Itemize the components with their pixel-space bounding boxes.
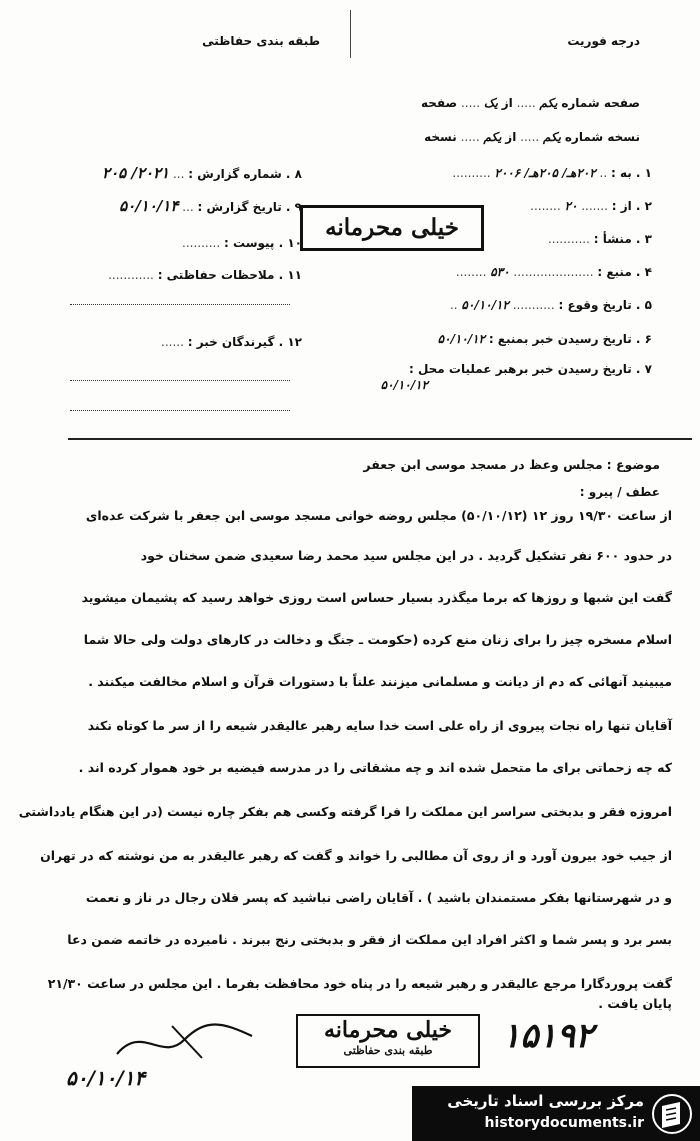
watermark-name: مرکز بررسی اسناد تاریخی <box>447 1092 644 1110</box>
signature-scribble <box>112 1014 262 1064</box>
copy-number-field: نسخه شماره یکم ..... از یکم ..... نسخه <box>424 130 640 144</box>
watermark-site: historydocuments.ir <box>484 1115 644 1131</box>
field-source-received-date: ۶ . تاریخ رسیدن خبر بمنبع : ۵۰/۱۰/۱۲ <box>437 332 652 346</box>
field-leader-received-date-value: ۵۰/۱۰/۱۲ <box>380 378 428 392</box>
field-report-number: ۸ . شماره گزارش : ... ۲۰۲۱/ ۲۰۵ <box>102 164 302 182</box>
priority-label: درجه فوریت <box>567 34 640 48</box>
archive-logo-icon <box>650 1092 694 1136</box>
subject-line: موضوع : مجلس وعظ در مسجد موسی ابن جعفر <box>363 457 660 472</box>
blank-line <box>70 304 290 305</box>
field-source: ۴ . منبع : ..................... ۵۳۰ ........ <box>455 265 652 279</box>
field-from: ۲ . از : ....... ۲۰ ........ <box>530 199 652 213</box>
body-line: از ساعت ۱۹/۳۰ روز ۱۲ (۵۰/۱۰/۱۲) مجلس روضه خوانی مسجد موسی ابن جعفر با شرکت عده‌ای <box>85 508 672 523</box>
signature-date: ۵۰/۱۰/۱۴ <box>66 1066 146 1090</box>
field-to: ۱ . به : .. ۲۰۲هـ/ ۲۰۵هـ/ ۲۰۰۶ .......... <box>452 166 652 180</box>
body-line: گفت پروردگارا مرجع عالیقدر و رهبر شیعه را در پناه خود محافظت بفرما . این مجلس در ساعت ۲۱/۳۰ <box>47 976 672 991</box>
blank-line <box>70 380 290 381</box>
body-line: گفت این شبها و روزها که برما میگذرد بسیار حساس است روزی خواهد رسید که پشیمان میشوید <box>81 590 672 605</box>
watermark-banner <box>412 1086 700 1141</box>
body-line: آقایان تنها راه نجات پیروی از راه علی است خدا سایه رهبر عالیقدر شیعه را از سر ما کوتاه نکند <box>87 718 672 733</box>
body-line: در حدود ۶۰۰ نفر تشکیل گردید . در این مجلس سید محمد رضا سعیدی ضمن سخنان خود <box>140 548 672 563</box>
field-origin: ۳ . منشأ : ........... <box>547 232 652 246</box>
body-line: بسر برد و پسر شما و اکثر افراد این مملکت از فقر و بدبختی رنج ببرند . نامبرده در خاتمه ضمن دعا <box>67 932 672 947</box>
header-divider <box>350 10 351 58</box>
body-line: که چه زحماتی برای ما متحمل شده اند و چه مشقاتی را در مدرسه فیضیه بر خود هموار کرده اند . <box>78 760 672 775</box>
field-report-date: ۹ . تاریخ گزارش : ... ۵۰/۱۰/۱۴ <box>119 197 302 215</box>
reference-label: عطف / پیرو : <box>579 485 660 499</box>
body-line: از جیب خود بیرون آورد و از روی آن مطالبی را خواند و گفت که رهبر عالیقدر به من نوشته که در تهران <box>40 848 672 863</box>
bottom-stamp-caption: طبقه بندی حفاظتی <box>343 1044 433 1057</box>
field-event-date: ۵ . تاریخ وقوع : ........... ۵۰/۱۰/۱۲ .. <box>449 298 652 312</box>
body-line: اسلام مسخره چیز را برای زنان منع کرده (حکومت ـ جنگ و دخالت در کارهای دولت ولی حالا شما <box>83 632 672 647</box>
blank-line <box>70 410 290 411</box>
handwritten-number: ۱۵۱۹۲ <box>502 1016 594 1056</box>
classification-label: طبقه بندی حفاظتی <box>202 34 320 48</box>
body-line: میبینید آنهائی که دم از دیانت و مسلمانی میزنند علناً با دستورات قرآن و اسلام مخالفت میکنند . <box>88 674 672 689</box>
field-leader-received-date: ۷ . تاریخ رسیدن خبر برهبر عملیات محل : <box>408 362 652 376</box>
field-attachment: ۱۰ . پیوست : .......... <box>182 236 302 250</box>
bottom-stamp-title: خیلی محرمانه <box>323 1017 453 1043</box>
body-line: و در شهرستانها بفکر مستمندان باشید ) . آقایان راضی نباشید که پسر فلان رجال در ناز و نعمت <box>85 890 672 905</box>
top-classification-stamp: خیلی محرمانه <box>300 205 484 251</box>
bottom-classification-stamp <box>296 1014 480 1068</box>
body-line: پایان یافت . <box>598 996 672 1011</box>
page-number-field: صفحه شماره یکم ..... از یک ..... صفحه <box>420 96 640 110</box>
body-line: امروزه فقر و بدبختی سراسر این مملکت را فرا گرفته وکسی هم بفکر چاره نیست (در این هنگام یادداشتی <box>18 804 672 819</box>
field-recipients: ۱۲ . گیرندگان خبر : ...... <box>161 335 302 349</box>
section-divider <box>68 438 692 440</box>
field-security-notes: ۱۱ . ملاحظات حفاظتی : ............ <box>108 268 302 282</box>
